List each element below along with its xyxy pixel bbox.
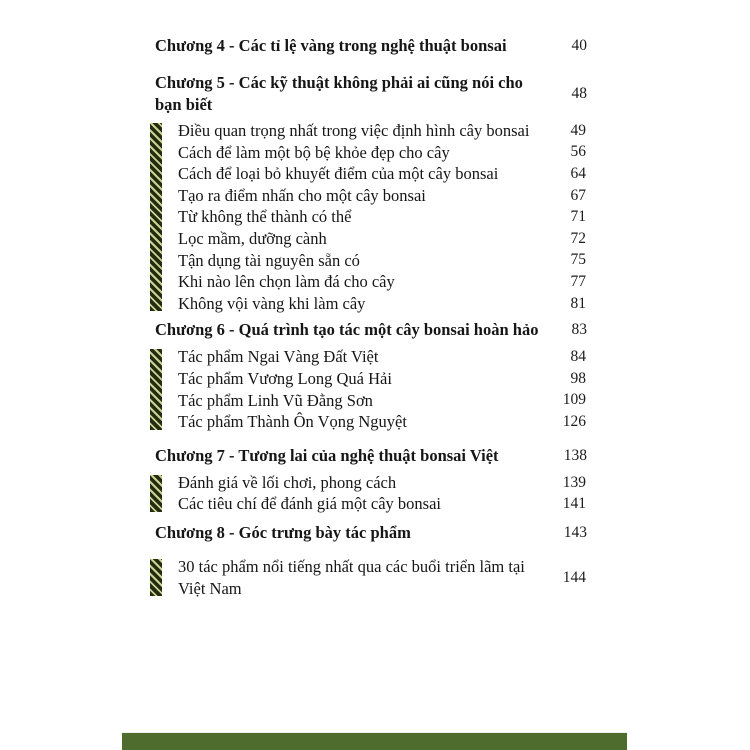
chapter-heading-row: [0, 445, 594, 467]
page-number: 40: [571, 37, 587, 54]
toc-entry-title: Cách để loại bỏ khuyết điểm của một cây bonsai: [178, 164, 499, 184]
hatch-stripe-decoration-icon: [150, 475, 162, 512]
page-number: 144: [562, 568, 586, 586]
toc-entry-row: [178, 293, 594, 315]
toc-entry-row: [178, 556, 594, 599]
page-number: 143: [563, 523, 587, 541]
toc-entry-row: [178, 120, 594, 142]
table-of-contents: [0, 35, 594, 599]
chapter-items-block: [0, 346, 594, 432]
page-number: 64: [570, 164, 586, 182]
page-number: 84: [570, 348, 586, 366]
chapter-title: Chương 4 - Các tỉ lệ vàng trong nghệ thuật bonsai: [155, 36, 507, 55]
toc-entry-title: Tác phẩm Linh Vũ Đằng Sơn: [178, 390, 373, 410]
toc-entry-title: Từ không thể thành có thể: [178, 207, 352, 227]
toc-section-chapter-4: [0, 35, 594, 57]
page-number: 139: [562, 473, 586, 491]
toc-entry-row: [178, 142, 594, 164]
toc-entry-title: Đánh giá về lối chơi, phong cách: [178, 472, 397, 492]
chapter-title: Chương 5 - Các kỹ thuật không phải ai cũng nói cho bạn biết: [155, 73, 523, 114]
toc-entry-title: Tạo ra điểm nhấn cho một cây bonsai: [178, 185, 426, 205]
chapter-items-block: [0, 556, 594, 599]
toc-entry-row: [178, 411, 594, 433]
toc-entry-title: Tác phẩm Ngai Vàng Đất Việt: [178, 347, 379, 367]
toc-section-chapter-7: [0, 445, 594, 515]
toc-entry-row: [178, 163, 594, 185]
page-number: 75: [570, 251, 586, 269]
chapter-title: Chương 8 - Góc trưng bày tác phẩm: [155, 522, 411, 542]
toc-entry-title: Các tiêu chí để đánh giá một cây bonsai: [178, 494, 442, 514]
chapter-heading-row: [0, 35, 594, 57]
hatch-stripe-decoration-icon: [150, 123, 162, 311]
toc-entry-title: Khi nào lên chọn làm đá cho cây: [178, 272, 395, 292]
toc-entry-row: [178, 390, 594, 412]
toc-entry-row: [178, 271, 594, 293]
chapter-heading-row: [0, 522, 594, 544]
page-number: 67: [570, 186, 586, 204]
page-number: 141: [562, 495, 586, 513]
page-number: 48: [571, 85, 587, 102]
hatch-stripe-decoration-icon: [150, 349, 162, 429]
page-number: 126: [562, 412, 586, 430]
hatch-stripe-decoration-icon: [150, 559, 162, 596]
toc-entry-row: [178, 250, 594, 272]
toc-entry-row: [178, 493, 594, 515]
toc-entry-title: Cách để làm một bộ bệ khỏe đẹp cho cây: [178, 142, 450, 162]
page-number: 81: [570, 294, 586, 312]
toc-section-chapter-5: [0, 72, 594, 314]
toc-entry-title: Tác phẩm Thành Ôn Vọng Nguyệt: [178, 412, 407, 432]
toc-entry-row: [178, 206, 594, 228]
page-number: 77: [570, 272, 586, 290]
toc-entry-title: Tác phẩm Vương Long Quá Hải: [178, 368, 392, 388]
page-number: 72: [570, 229, 586, 247]
toc-entry-row: [178, 368, 594, 390]
toc-entry-title: Không vội vàng khi làm cây: [178, 293, 366, 313]
page-number: 138: [563, 446, 587, 464]
page-number: 49: [570, 121, 586, 139]
chapter-heading-row: [0, 72, 594, 116]
toc-entry-row: [178, 185, 594, 207]
chapter-items-block: [0, 120, 594, 314]
toc-entry-title: Lọc mầm, dưỡng cành: [178, 228, 327, 248]
chapter-title: Chương 6 - Quá trình tạo tác một cây bonsai hoàn hảo: [155, 320, 539, 340]
page-number: 98: [570, 369, 586, 387]
toc-entry-title: 30 tác phẩm nổi tiếng nhất qua các buổi triển lãm tại Việt Nam: [178, 556, 525, 598]
toc-entry-title: Điều quan trọng nhất trong việc định hình cây bonsai: [178, 121, 530, 140]
chapter-heading-row: [0, 319, 594, 341]
toc-entry-row: [178, 346, 594, 368]
chapter-items-block: [0, 472, 594, 515]
page-bottom-green-bar: [122, 733, 627, 750]
toc-section-chapter-8: [0, 522, 594, 599]
page-number: 56: [570, 143, 586, 161]
toc-section-chapter-6: [0, 319, 594, 432]
page-number: 83: [571, 321, 587, 339]
page-number: 71: [570, 208, 586, 226]
page-number: 109: [562, 391, 586, 409]
toc-entry-row: [178, 228, 594, 250]
toc-entry-title: Tận dụng tài nguyên sẵn có: [178, 250, 360, 270]
toc-entry-row: [178, 472, 594, 494]
chapter-title: Chương 7 - Tương lai của nghệ thuật bonsai Việt: [155, 445, 499, 465]
